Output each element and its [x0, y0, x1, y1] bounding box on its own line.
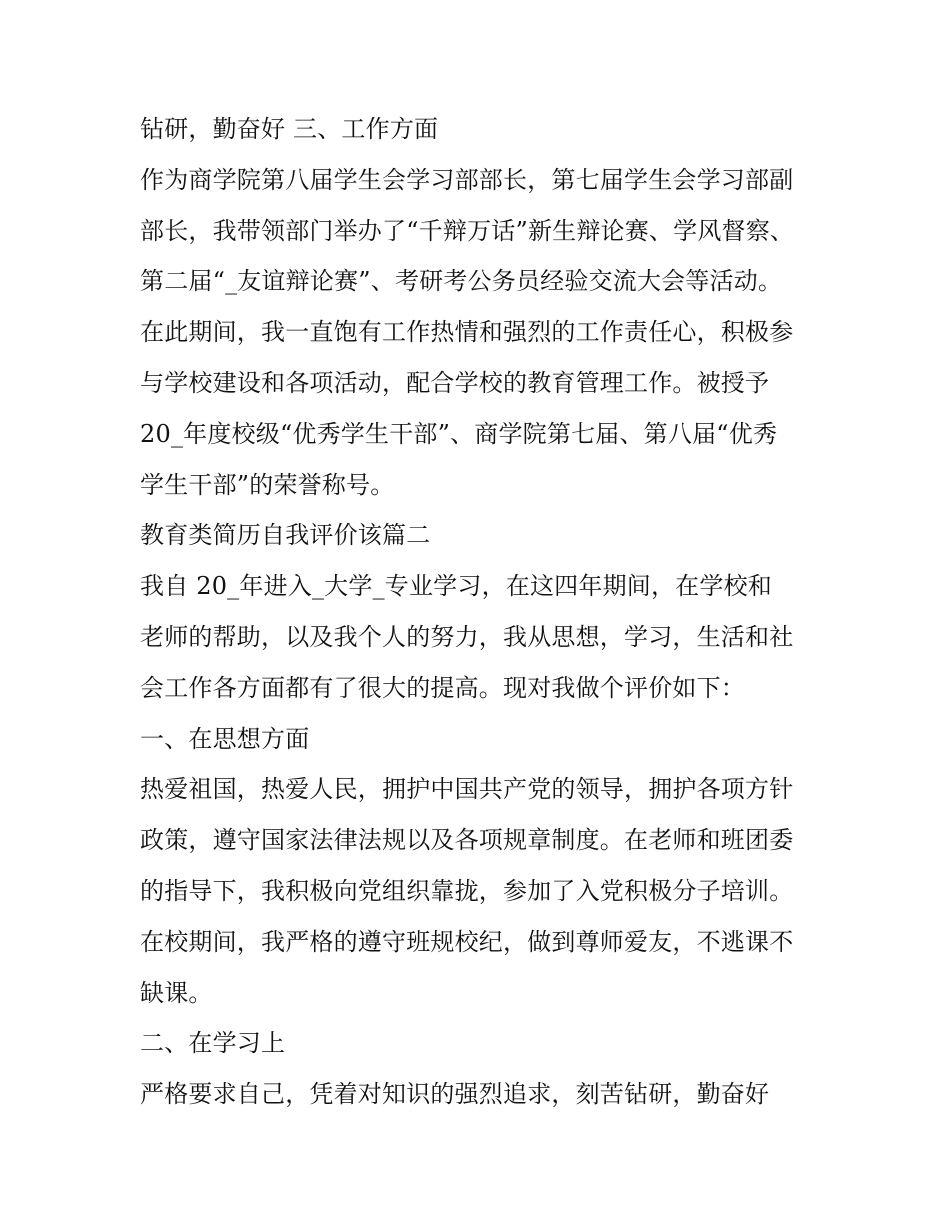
text-line: 部长，我带领部门举办了“千辩万话”新生辩论赛、学风督察、 [140, 216, 795, 245]
text-line: 与学校建设和各项活动，配合学校的教育管理工作。被授予 [140, 368, 770, 397]
text-line: 缺课。 [140, 978, 213, 1007]
text-line: 在校期间，我严格的遵守班规校纪，做到尊师爱友，不逃课不 [140, 927, 794, 956]
text-line: 钻研，勤奋好 三、工作方面 [140, 115, 439, 143]
text-line: 老师的帮助，以及我个人的努力，我从思想，学习，生活和社 [140, 622, 794, 651]
section-heading: 一、在思想方面 [140, 724, 310, 753]
text-line: 我自 20_年进入_大学_专业学习，在这四年期间，在学校和 [140, 572, 772, 601]
text-line: 20_年度校级“优秀学生干部”、商学院第七届、第八届“优秀 [140, 419, 778, 448]
section-heading: 二、在学习上 [140, 1029, 286, 1058]
text-line: 在此期间，我一直饱有工作热情和强烈的工作责任心，积极参 [140, 318, 794, 347]
text-line: 的指导下，我积极向党组织靠拢，参加了入党积极分子培训。 [140, 876, 794, 905]
text-line: 会工作各方面都有了很大的提高。现对我做个评价如下： [140, 673, 745, 702]
text-line: 严格要求自己，凭着对知识的强烈追求，刻苦钻研，勤奋好 [140, 1080, 770, 1109]
text-line: 作为商学院第八届学生会学习部部长，第七届学生会学习部副 [140, 165, 794, 194]
text-line: 学生干部”的荣誉称号。 [140, 470, 395, 499]
text-line: 热爱祖国，热爱人民，拥护中国共产党的领导，拥护各项方针 [140, 775, 794, 804]
document-body [140, 104, 820, 1120]
text-line: 第二届“_友谊辩论赛”、考研考公务员经验交流大会等活动。 [140, 267, 783, 296]
section-heading: 教育类简历自我评价该篇二 [140, 521, 431, 550]
text-line: 政策，遵守国家法律法规以及各项规章制度。在老师和班团委 [140, 826, 794, 855]
